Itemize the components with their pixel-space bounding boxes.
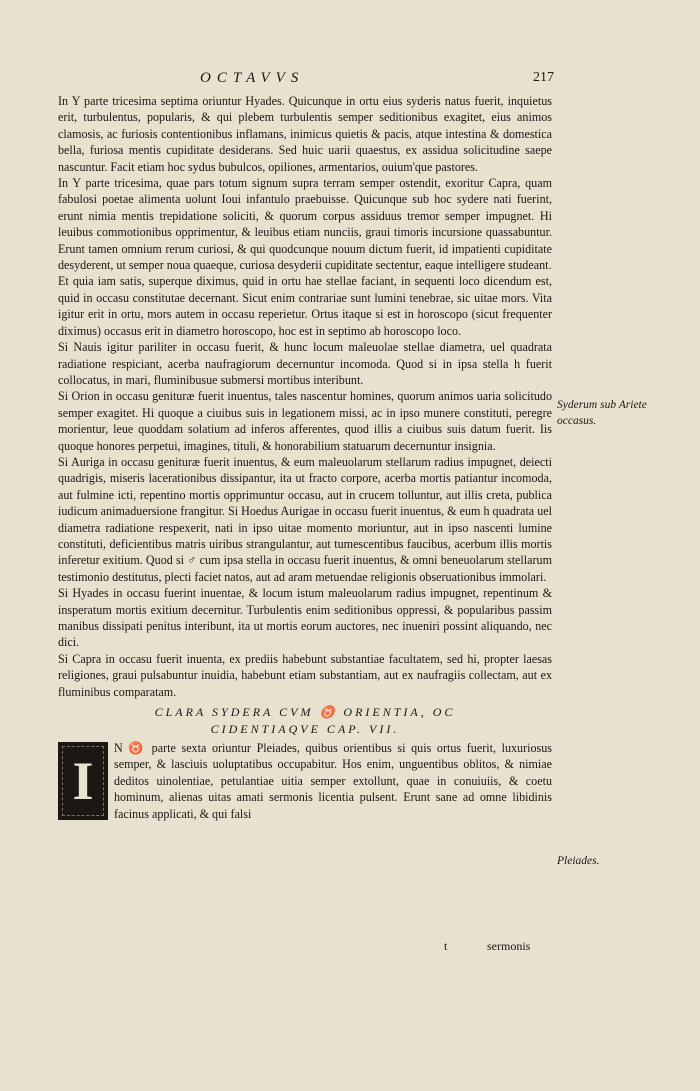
woodcut-initial — [58, 742, 108, 820]
paragraph-occasus-intro: Et quia iam satis, superque diximus, quid in ortu hae stellae faciant, in sequenti loco dicendum est, quid in occasu constitutae decernant. Sicut enim contrariae sunt lumini tenebrae, sic uitae mors. Vita igitur erit in ortu, mors autem in occasu reperietur. Ortus itaque si est in horoscopo (sicut frequenter diximus) occasus erit in diametro horoscopo, hoc est in septimo ab horoscopo loco. — [58, 274, 552, 338]
paragraph-pleiades: N ♉ parte sexta oriuntur Pleiades, quibus orientibus si quis ortus fuerit, luxuriosus semper, & lasciuis uoluptatibus occupabitur. Hos enim, unguentibus oblitos, & nimiae deditos uinolentiae, petulantiae uitia semper extollunt, quae in conuiuiis, & coetu hominum, alienas uitas amati sermonis licentia pulsent. Erunt sane ad omne libidinis facinus applicati, & qui falsi — [114, 741, 552, 821]
chapter-heading-line2: CIDENTIAQVE CAP. VII. — [210, 722, 400, 737]
folio-number: 217 — [533, 70, 554, 85]
main-text — [58, 93, 552, 822]
marginal-note-pleiades: Pleiades. — [557, 855, 600, 867]
chapter-opening — [58, 740, 552, 822]
chapter-heading — [58, 704, 552, 738]
page-header — [0, 70, 700, 92]
running-title: OCTAVVS — [200, 70, 305, 86]
initial-letter: I — [72, 751, 94, 812]
signature-mark: t — [444, 939, 448, 953]
paragraph-nauis: Si Nauis igitur pariliter in occasu fuerit, & hunc locum maleuolae stellae diametra, uel quadrata radiatione respiciant, acerba naufragiorum decernuntur incomoda. Quod si in ipsa stella h fuerit collocatus, in mari, fluminibusue submersi mortibus interibunt. — [58, 340, 552, 387]
chapter-heading-line1: CLARA SYDERA CVM ♉ ORIENTIA, OC — [154, 705, 456, 720]
catchword: sermonis — [487, 939, 531, 953]
paragraph-auriga: Si Auriga in occasu genituræ fuerit inuentus, & eum maleuolarum stellarum radius impugnet, deiecti quadrigis, miseris lacerationibus dissipantur, ita ut fracto corpore, acerba mortis patiantur incomoda, aut fulmine icti, repentino mortis opprimuntur occasu, aut in crucem tolluntur, aut illis creta, publica iudicum animaduersione frangitur. Si Hoedus Aurigae in occasu fuerit inuentus, & eum h quadrata uel diametra radiatione respexerit, nati in ipso uitae momento moriuntur, aut in ipso nascenti lumine constituti, deficientibus matris uiribus strangulantur, aut tumescentibus faucibus, acerbum illis mortis inferetur exitium. Quod si ♂ cum ipsa stella in occasu fuerit inuentus, & omni beneuolarum stellarum testimonio destitutus, plecti faciet natos, aut ad aram metuendae religionis obseruationibus immolari. — [58, 454, 552, 584]
paragraph-orion: Si Orion in occasu genituræ fuerit inuentus, tales nascentur homines, quorum animos uaria solicitudo semper exagitet. Hi quoque a ciuibus suis in legationem missi, ac in ipso munere constituti, peregre morientur, leue quoddam solatium ad inferos afferentes, quod illis a ciuibus suis datum fuerit. Iis quoque honores perpetui, imagines, tituli, & honorabilium statuarum decernuntur insignia. — [58, 389, 552, 453]
paragraph-capra-ortus: In Y parte tricesima, quae pars totum signum supra terram semper ostendit, exoritur Capra, quam fabulosi poetae alimenta uolunt Ioui infantulo praebuisse. Quicunque sub hoc sydere nati fuerint, erunt nimia mentis trepidatione soliciti, & quorum corpus assiduus tremor semper impugnet. Hi leuibus commotionibus opprimentur, & leuibus etiam nunciis, graui timoris incursione quassabuntur. Erunt tamen omnium rerum curiosi, & qui quodcunque nouum dictum fuerit, id impatienti cupiditate desyderent, ut semper noua quaeque, curiosa desyderii cupiditate sectentur, eaque intelligere studeant. — [58, 176, 552, 273]
paragraph-capra-occasus: Si Capra in occasu fuerit inuenta, ex prediis habebunt substantiae facultatem, sed hi, propter laesas religiones, graui pulsabuntur inuidia, habebunt etiam substantiam, aut ex naufragiis collectam, aut ex fluminibus comparatam. — [58, 651, 552, 699]
paragraph-hyades-occasus: Si Hyades in occasu fuerint inuentae, & locum istum maleuolarum radius impugnet, repentinum & insperatum mortis exitium decernitur. Turbulentis enim seditionibus oppressi, & popularibus passim manibus dissipati penitus interibunt, ita ut mortis eorum auctores, nec inueniri possint aliquando, nec dici. — [58, 586, 552, 650]
initial-ornament — [62, 746, 104, 816]
marginal-note-occasus: Syderum sub Ariete occasus. — [557, 399, 647, 427]
paragraph-hyades-ortus: In Y parte tricesima septima oriuntur Hyades. Quicunque in ortu eius syderis natus fuerit, inquietus erit, turbulentus, popularis, & qui plebem turbulentis semper seditionibus exagitet, eius animos clamosis, ac furiosis contentionibus inflamans, inimicus quietis & pacis, atque intestina & domestica bella, furiosa mentis cupiditate desiderans. Sed huic uarii quaestus, ex assidua solicitudine saepe nascuntur. Facit etiam hoc sydus bubulcos, opiliones, armentarios, ouium'que pastores. — [58, 94, 552, 174]
